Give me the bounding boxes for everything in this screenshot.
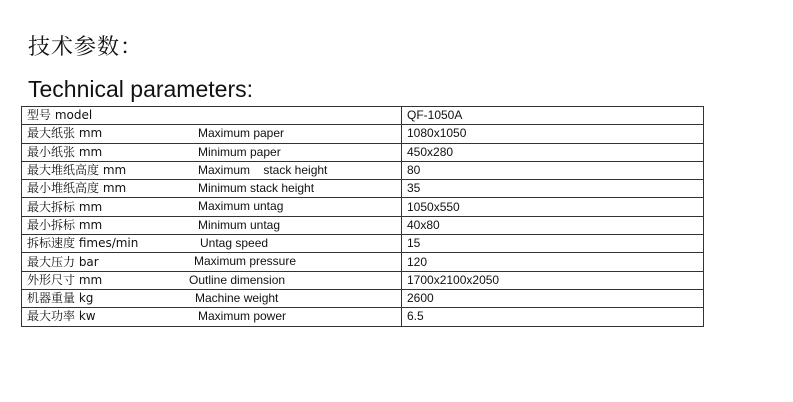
table-row [22, 289, 704, 307]
parameter-name-cell [22, 125, 402, 143]
parameter-value: 6.5 [402, 308, 704, 326]
parameter-name-english: Minimum stack height [198, 181, 315, 196]
parameter-name-chinese: 机器重量 kg [27, 291, 94, 306]
parameter-name-cell [22, 180, 402, 198]
parameter-name-cell [22, 107, 402, 125]
parameter-name-english: Maximum paper [198, 126, 285, 141]
parameter-name-english: Maximum untag [198, 199, 284, 214]
parameter-name-english: Machine weight [195, 290, 279, 305]
parameter-name-english: Minimum untag [198, 217, 281, 232]
parameter-name-chinese: 最小堆纸高度 mm [27, 181, 127, 196]
parameter-value: QF-1050A [402, 107, 704, 125]
table-row [22, 143, 704, 161]
parameter-name-english: Untag speed [200, 236, 269, 251]
table-row [22, 253, 704, 271]
table-row [22, 161, 704, 179]
table-row [22, 271, 704, 289]
parameter-name-english: Maximum pressure [194, 254, 297, 269]
parameter-value: 120 [402, 253, 704, 271]
parameter-name-chinese: 外形尺寸 mm [27, 272, 103, 287]
parameter-name-cell [22, 253, 402, 271]
parameter-value: 450x280 [402, 143, 704, 161]
parameter-name-cell [22, 308, 402, 326]
table-row [22, 198, 704, 216]
parameter-name-chinese: 最小纸张 mm [27, 144, 103, 159]
heading-chinese: 技术参数： [28, 35, 144, 60]
parameter-name-english: Minimum paper [198, 144, 281, 159]
parameter-name-chinese: 最大功率 kw [27, 309, 96, 324]
parameter-value: 1080x1050 [402, 125, 704, 143]
parameter-name-chinese: 型号 model [27, 108, 93, 123]
parameter-name-cell [22, 235, 402, 253]
parameter-name-chinese: 最小拆标 mm [27, 217, 103, 232]
parameters-table [21, 106, 704, 327]
parameter-name-cell [22, 143, 402, 161]
parameters-table-body [22, 107, 704, 327]
parameter-value: 15 [402, 235, 704, 253]
parameter-value: 2600 [402, 289, 704, 307]
heading-english: Technical parameters: [28, 76, 253, 102]
parameter-name-cell [22, 216, 402, 234]
parameter-name-cell [22, 198, 402, 216]
parameter-name-cell [22, 161, 402, 179]
table-row [22, 180, 704, 198]
table-row [22, 235, 704, 253]
table-row [22, 308, 704, 326]
parameter-name-english: Maximum power [198, 309, 287, 324]
parameter-value: 80 [402, 161, 704, 179]
table-row [22, 216, 704, 234]
parameter-name-chinese: 拆标速度 fimes/min [27, 236, 139, 251]
parameter-value: 1700x2100x2050 [402, 271, 704, 289]
parameter-value: 40x80 [402, 216, 704, 234]
parameter-value: 1050x550 [402, 198, 704, 216]
parameter-name-chinese: 最大堆纸高度 mm [27, 163, 127, 178]
parameter-name-english: Maximum stack height [198, 162, 328, 177]
table-row [22, 125, 704, 143]
parameter-name-chinese: 最大拆标 mm [27, 199, 103, 214]
parameter-name-cell [22, 271, 402, 289]
parameter-name-cell [22, 289, 402, 307]
parameter-name-english: Outline dimension [189, 272, 286, 287]
parameter-name-chinese: 最大压力 bar [27, 254, 99, 269]
table-row [22, 107, 704, 125]
parameter-value: 35 [402, 180, 704, 198]
parameter-name-chinese: 最大纸张 mm [27, 126, 103, 141]
